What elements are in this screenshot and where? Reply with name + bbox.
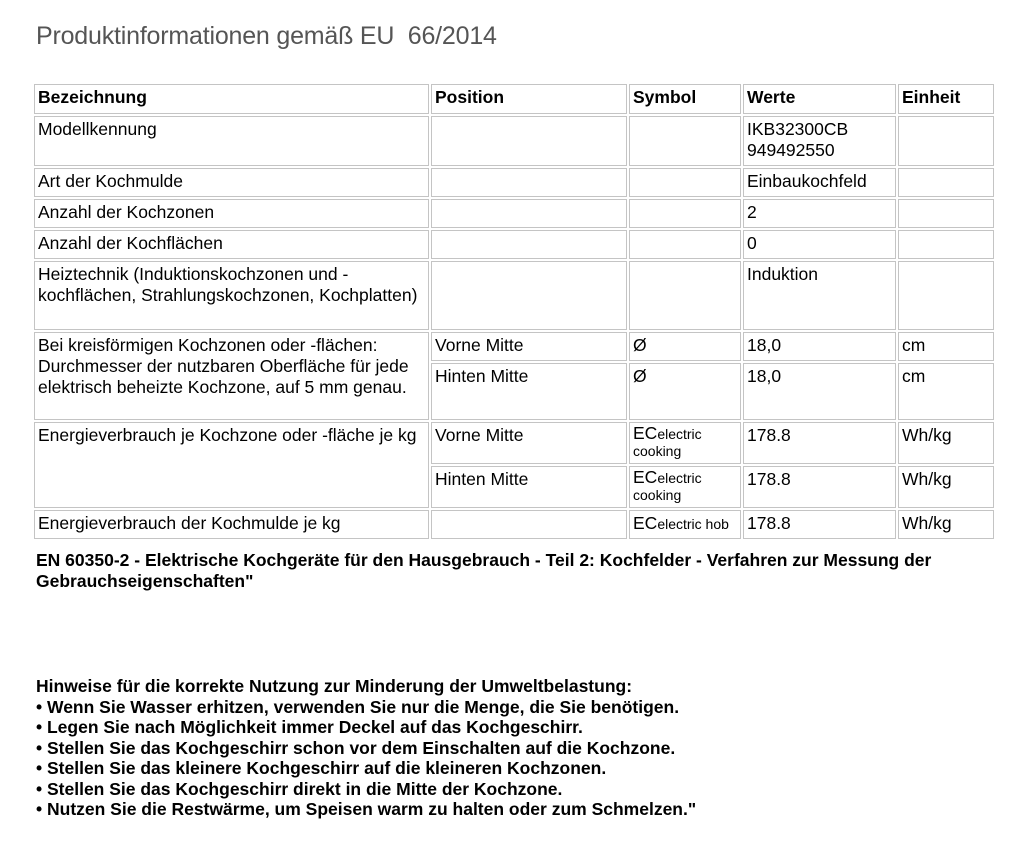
symbol-cell: Ø	[629, 363, 741, 420]
anzahl-flaechen-label: Anzahl der Kochflächen	[34, 230, 429, 259]
value-cell: 178.8	[743, 466, 896, 508]
value-cell: 178.8	[743, 422, 896, 464]
hint-item: • Stellen Sie das Kochgeschirr schon vor dem Einschalten auf die Kochzone.	[36, 737, 676, 758]
durchmesser-label: Bei kreisförmigen Kochzonen oder -flächen: Durchmesser der nutzbaren Oberfläche für jede elektrisch beheizte Kochzone, auf 5 mm genau.	[34, 332, 429, 420]
empty-cell	[629, 116, 741, 166]
table-row	[34, 116, 994, 166]
ec-subscript: electric hob	[657, 516, 729, 532]
symbol-cell: Ø	[629, 332, 741, 361]
unit-cell: cm	[898, 363, 994, 420]
heiztechnik-value: Induktion	[743, 261, 896, 330]
energie-mulde-label: Energieverbrauch der Kochmulde je kg	[34, 510, 429, 539]
product-number: 949492550	[747, 140, 835, 160]
empty-cell	[898, 230, 994, 259]
table-header-row	[34, 84, 994, 114]
header-einheit: Einheit	[898, 84, 994, 114]
art-label: Art der Kochmulde	[34, 168, 429, 197]
heiztechnik-label: Heiztechnik (Induktionskochzonen und -kochflächen, Strahlungskochzonen, Kochplatten)	[34, 261, 429, 330]
hint-item: • Wenn Sie Wasser erhitzen, verwenden Sie nur die Menge, die Sie benötigen.	[36, 696, 680, 717]
empty-cell	[898, 168, 994, 197]
header-bezeichnung: Bezeichnung	[34, 84, 429, 114]
empty-cell	[629, 261, 741, 330]
empty-cell	[431, 168, 627, 197]
modellkennung-label: Modellkennung	[34, 116, 429, 166]
header-symbol: Symbol	[629, 84, 741, 114]
empty-cell	[431, 199, 627, 228]
position-cell: Hinten Mitte	[431, 466, 627, 508]
ec-subscript-2: cooking	[633, 487, 682, 503]
art-value: Einbaukochfeld	[743, 168, 896, 197]
table-row	[34, 510, 994, 539]
ec-symbol: EC	[633, 423, 658, 443]
energie-zone-label: Energieverbrauch je Kochzone oder -fläche je kg	[34, 422, 429, 508]
table-row	[34, 230, 994, 259]
table-row	[34, 261, 994, 330]
symbol-cell	[629, 422, 741, 464]
model-number: IKB32300CB	[747, 119, 849, 139]
modellkennung-value	[743, 116, 896, 166]
unit-cell: cm	[898, 332, 994, 361]
empty-cell	[898, 261, 994, 330]
position-cell: Hinten Mitte	[431, 363, 627, 420]
header-werte: Werte	[743, 84, 896, 114]
header-position: Position	[431, 84, 627, 114]
position-cell: Vorne Mitte	[431, 422, 627, 464]
unit-cell: Wh/kg	[898, 466, 994, 508]
empty-cell	[431, 116, 627, 166]
table-row	[34, 199, 994, 228]
empty-cell	[431, 510, 627, 539]
table-row	[34, 422, 994, 464]
ec-subscript: electric	[657, 426, 702, 442]
unit-cell: Wh/kg	[898, 510, 994, 539]
table-row	[34, 168, 994, 197]
page-title: Produktinformationen gemäß EU 66/2014	[36, 22, 497, 50]
value-cell: 178.8	[743, 510, 896, 539]
standard-note: EN 60350-2 - Elektrische Kochgeräte für den Hausgebrauch - Teil 2: Kochfelder - Verfahren zur Messung der Gebrauchseigenschaften"	[36, 550, 932, 591]
hint-item: • Nutzen Sie die Restwärme, um Speisen warm zu halten oder zum Schmelzen."	[36, 799, 697, 819]
value-cell: 18,0	[743, 363, 896, 420]
unit-cell: Wh/kg	[898, 422, 994, 464]
empty-cell	[629, 199, 741, 228]
value-cell: 18,0	[743, 332, 896, 361]
ec-subscript: electric	[657, 470, 702, 486]
empty-cell	[898, 199, 994, 228]
ec-subscript-2: cooking	[633, 443, 682, 459]
empty-cell	[629, 168, 741, 197]
symbol-cell	[629, 466, 741, 508]
empty-cell	[898, 116, 994, 166]
table-row	[34, 332, 994, 361]
hint-item: • Legen Sie nach Möglichkeit immer Deckel auf das Kochgeschirr.	[36, 717, 583, 737]
usage-hints	[36, 676, 996, 820]
product-info-table	[32, 82, 996, 541]
anzahl-zonen-label: Anzahl der Kochzonen	[34, 199, 429, 228]
ec-symbol: EC	[633, 513, 658, 533]
position-cell: Vorne Mitte	[431, 332, 627, 361]
empty-cell	[431, 261, 627, 330]
hint-item: • Stellen Sie das Kochgeschirr direkt in die Mitte der Kochzone.	[36, 778, 563, 799]
empty-cell	[431, 230, 627, 259]
anzahl-flaechen-value: 0	[743, 230, 896, 259]
empty-cell	[629, 230, 741, 259]
hint-item: • Stellen Sie das kleinere Kochgeschirr auf die kleineren Kochzonen.	[36, 758, 607, 778]
ec-symbol: EC	[633, 467, 658, 487]
anzahl-zonen-value: 2	[743, 199, 896, 228]
hints-heading: Hinweise für die korrekte Nutzung zur Minderung der Umweltbelastung:	[36, 676, 633, 696]
symbol-cell	[629, 510, 741, 539]
